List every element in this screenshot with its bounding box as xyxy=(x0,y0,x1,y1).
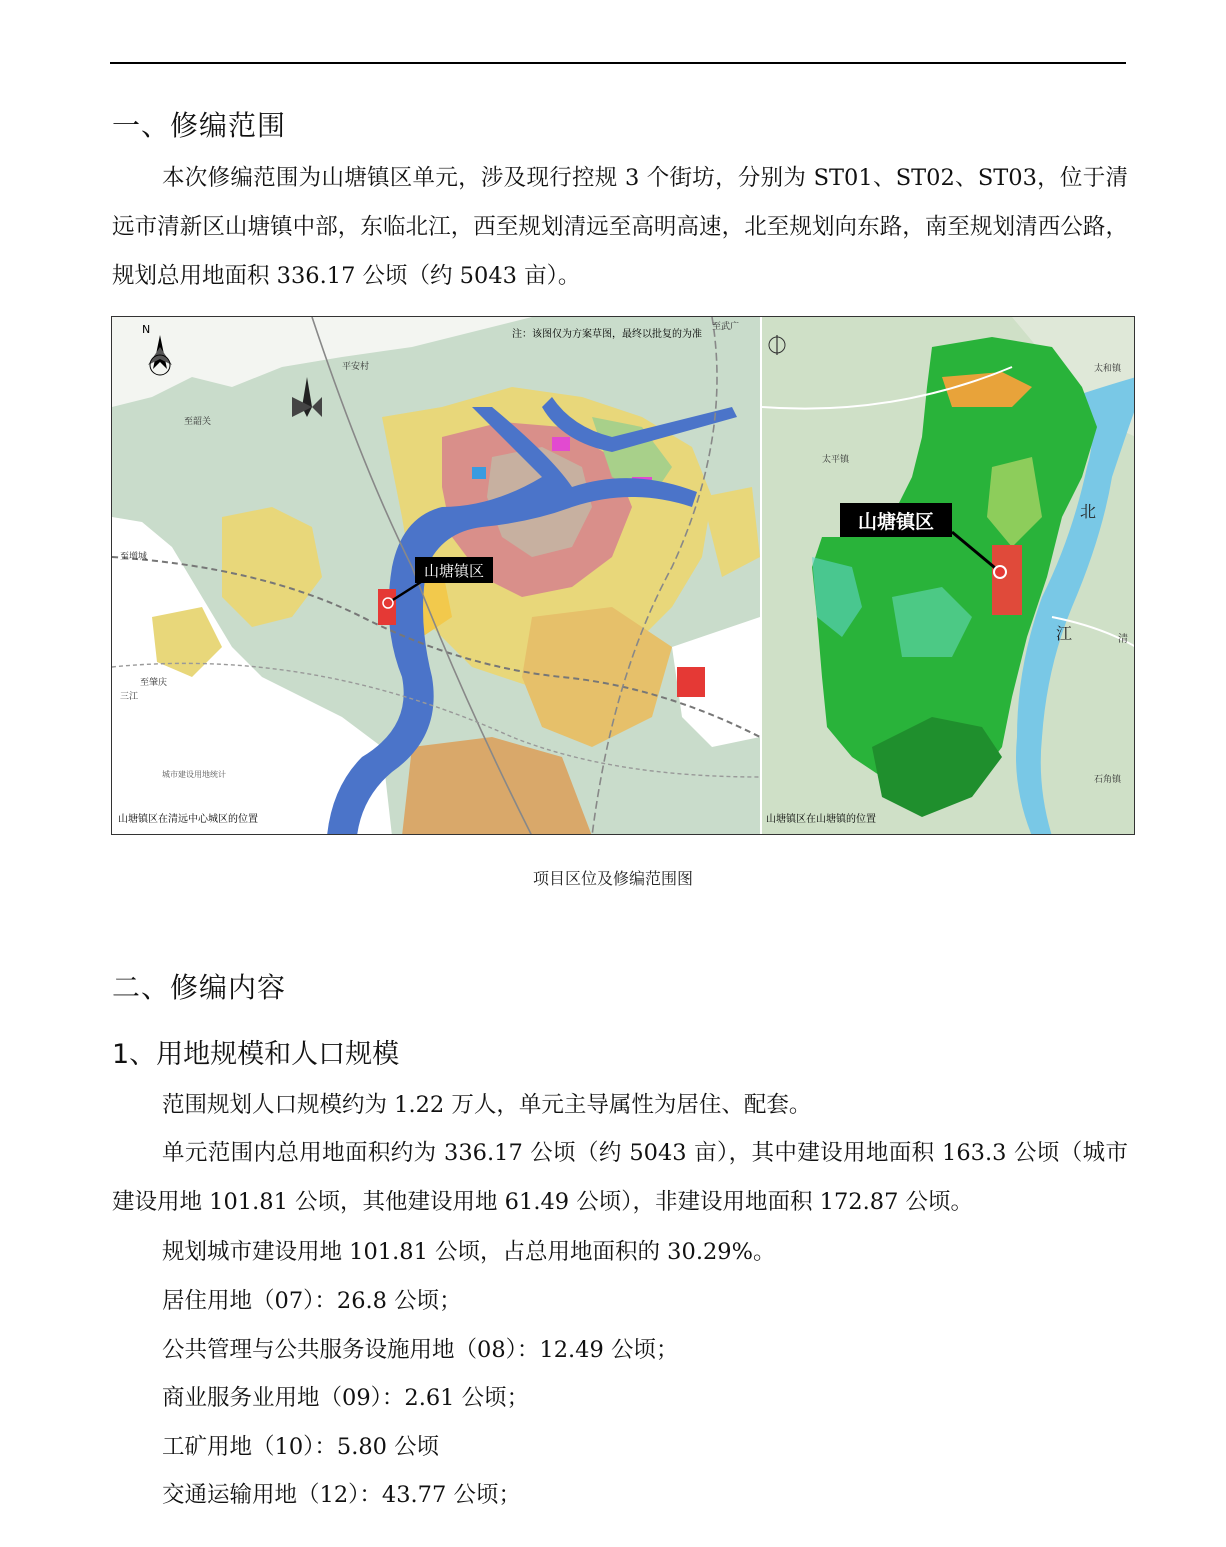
left-map-bottom-caption: 山塘镇区在清远中心城区的位置 xyxy=(118,814,258,825)
left-place-label: 至肇庆 xyxy=(140,678,168,688)
right-map-bottom-caption: 山塘镇区在山塘镇的位置 xyxy=(766,814,876,825)
left-map xyxy=(112,317,760,835)
paragraph-urban-land: 规划城市建设用地 101.81 公顷，占总用地面积的 30.29%。 xyxy=(162,1239,776,1265)
paragraph-land-area: 单元范围内总用地面积约为 336.17 公顷（约 5043 亩），其中建设用地面积 163.3 公顷（城市建设用地 101.81 公顷，其他建设用地 61.49 公顷），非建设用地面积 172.87 公顷。 xyxy=(112,1140,1128,1215)
left-place-label: 至韶关 xyxy=(184,417,212,427)
section1-heading: 一、修编范围 xyxy=(112,109,287,142)
left-map-small-label: 城市建设用地统计 xyxy=(162,770,226,779)
right-place-label: 太和镇 xyxy=(1094,364,1122,374)
land-use-item: 工矿用地（10）：5.80 公顷 xyxy=(162,1434,440,1460)
paragraph-population: 范围规划人口规模约为 1.22 万人，单元主导属性为居住、配套。 xyxy=(162,1092,812,1118)
left-place-label: 平安村 xyxy=(342,362,370,372)
land-use-item: 交通运输用地（12）：43.77 公顷； xyxy=(162,1482,521,1508)
section2-heading: 二、修编内容 xyxy=(112,971,287,1004)
river-label: 北 xyxy=(1080,502,1097,521)
right-place-label: 太平镇 xyxy=(822,455,850,465)
figure-caption: 项目区位及修编范围图 xyxy=(532,869,693,888)
section1-paragraph: 本次修编范围为山塘镇区单元，涉及现行控规 3 个街坊，分别为 ST01、ST02、ST03，位于清远市清新区山塘镇中部，东临北江，西至规划清远至高明高速，北至规划向东路，南至规划清西公路，规划总用地面积 336.17 公顷（约 5043 亩）。 xyxy=(112,165,1128,289)
land-use-item: 商业服务业用地（09）：2.61 公顷； xyxy=(162,1385,530,1411)
left-map-note: 注：该图仅为方案草图，最终以批复的为准 xyxy=(512,329,702,340)
right-place-label: 清 xyxy=(1118,634,1128,645)
left-place-label: 至武广 xyxy=(712,322,740,332)
land-use-item: 居住用地（07）：26.8 公顷； xyxy=(162,1288,462,1314)
right-map xyxy=(762,317,1135,835)
land-use-item: 公共管理与公共服务设施用地（08）：12.49 公顷； xyxy=(162,1337,679,1363)
header-rule xyxy=(110,62,1126,64)
river-label: 江 xyxy=(1056,624,1073,643)
subsection1-heading: 1、用地规模和人口规模 xyxy=(112,1039,400,1070)
location-figure xyxy=(111,316,1135,835)
left-place-label: 三江 xyxy=(120,692,139,702)
right-place-label: 石角镇 xyxy=(1094,775,1122,785)
right-map-callout: 山塘镇区 xyxy=(857,511,935,533)
svg-text:N: N xyxy=(142,323,151,336)
left-place-label: 至增城 xyxy=(120,552,148,562)
left-map-callout: 山塘镇区 xyxy=(423,562,485,580)
